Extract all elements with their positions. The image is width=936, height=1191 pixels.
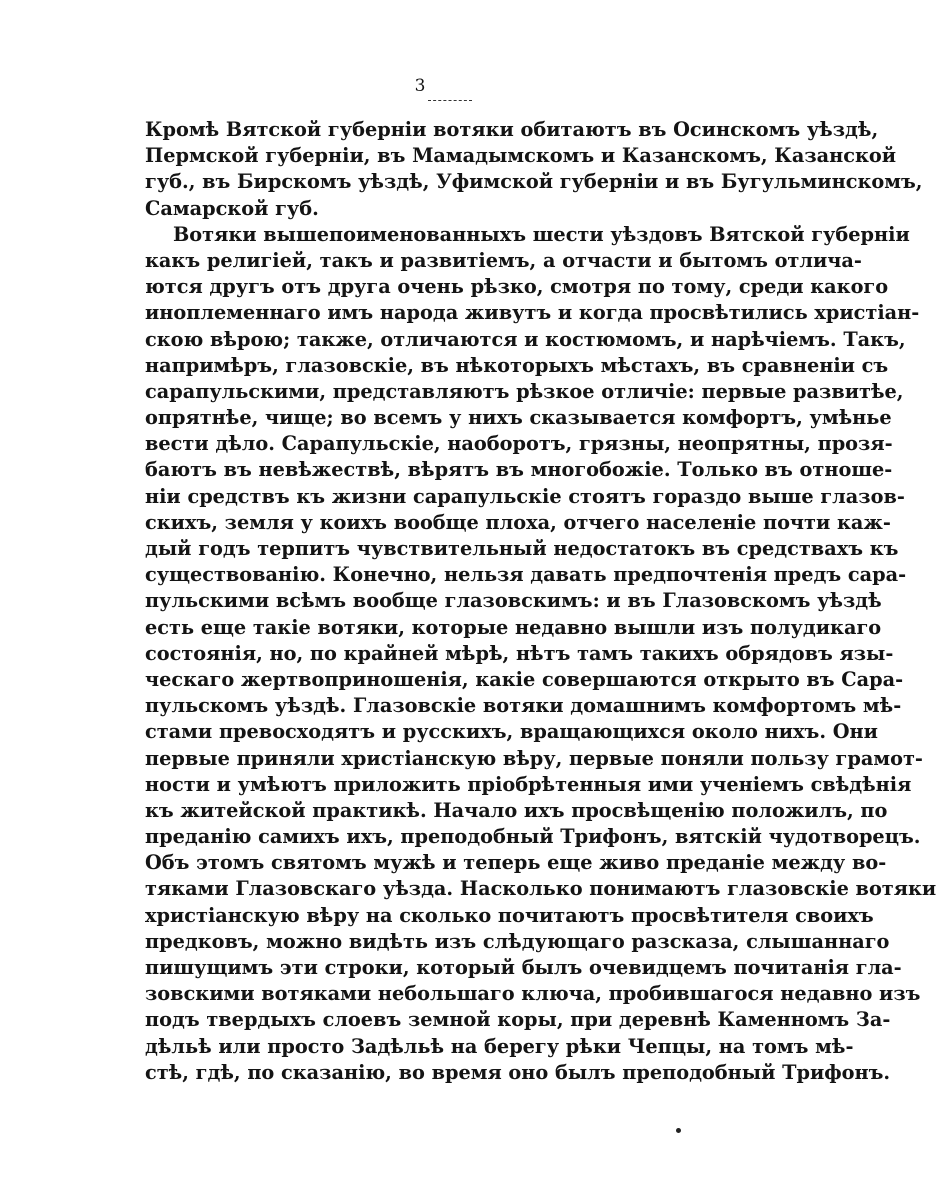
text-line: существованію. Конечно, нельзя давать предпочтенія предъ сара- bbox=[145, 563, 907, 587]
text-line: Самарской губ. bbox=[145, 196, 319, 220]
text-line: христіанскую вѣру на сколько почитаютъ просвѣтителя своихъ bbox=[145, 903, 874, 927]
text-line: какъ религіей, такъ и развитіемъ, а отчасти и бытомъ отлича- bbox=[145, 248, 862, 272]
page-number: 3 bbox=[414, 76, 426, 96]
text-line: предковъ, можно видѣть изъ слѣдующаго разсказа, слышаннаго bbox=[145, 929, 890, 953]
text-line: баютъ въ невѣжествѣ, вѣрятъ въ многобожіе. Только въ отноше- bbox=[145, 458, 893, 482]
text-line: дый годъ терпитъ чувствительный недостатокъ въ средствахъ къ bbox=[145, 537, 899, 560]
text-line: скою вѣрою; также, отличаются и костюмомъ, и нарѣчіемъ. Такъ, bbox=[145, 327, 906, 351]
text-line: сарапульскими, представляютъ рѣзкое отличіе: первые развитѣе, bbox=[145, 379, 904, 403]
text-line: ческаго жертвоприношенія, какіе совершаются открыто въ Сара- bbox=[145, 667, 904, 691]
text-line: стѣ, гдѣ, по сказанію, во время оно былъ преподобный Трифонъ. bbox=[145, 1060, 891, 1084]
text-line: стами превосходятъ и русскихъ, вращающихся около нихъ. Они bbox=[145, 720, 878, 744]
text-line: пульскими всѣмъ вообще глазовскимъ: и въ Глазовскомъ уѣздѣ bbox=[145, 589, 882, 613]
text-line: состоянія, но, по крайней мѣрѣ, нѣтъ тамъ такихъ обрядовъ язы- bbox=[145, 641, 894, 665]
text-line: къ житейской практикѣ. Начало ихъ просвѣщенію положилъ, по bbox=[145, 798, 888, 822]
text-line: подъ твердыхъ слоевъ земной коры, при деревнѣ Каменномъ За- bbox=[145, 1008, 891, 1032]
text-line: Кромѣ Вятской губерніи вотяки обитаютъ въ Осинскомъ уѣздѣ, bbox=[145, 118, 879, 141]
text-line: пишущимъ эти строки, который былъ очевидцемъ почитанія гла- bbox=[145, 956, 902, 979]
page-number-rule bbox=[428, 100, 472, 101]
text-line: напримѣръ, глазовскіе, въ нѣкоторыхъ мѣстахъ, въ сравненіи съ bbox=[145, 353, 889, 377]
text-line: ются другъ отъ друга очень рѣзко, смотря по тому, среди какого bbox=[145, 275, 889, 299]
text-line: Вотяки вышепоименованныхъ шести уѣздовъ Вятской губерніи bbox=[173, 222, 910, 246]
text-line: Пермской губерніи, въ Мамадымскомъ и Казанскомъ, Казанской bbox=[145, 144, 897, 168]
text-line: вести дѣло. Сарапульскіе, наоборотъ, грязны, неопрятны, прозя- bbox=[145, 432, 893, 456]
paragraph bbox=[145, 117, 923, 222]
text-line: дѣльѣ или просто Задѣльѣ на берегу рѣки Чепцы, на томъ мѣ- bbox=[145, 1034, 854, 1058]
text-line: есть еще такіе вотяки, которые недавно вышли изъ полудикаго bbox=[145, 615, 882, 639]
text-line: иноплеменнаго имъ народа живутъ и когда просвѣтились христіан- bbox=[145, 301, 920, 325]
text-line: ніи средствъ къ жизни сарапульскіе стоятъ гораздо выше глазов- bbox=[145, 484, 905, 508]
text-line: опрятнѣе, чище; во всемъ у нихъ сказывается комфортъ, умѣнье bbox=[145, 406, 892, 430]
text-line: ности и умѣютъ приложить пріобрѣтенныя ими ученіемъ свѣдѣнія bbox=[145, 772, 912, 796]
text-line: губ., въ Бирскомъ уѣздѣ, Уфимской губерніи и въ Бугульминскомъ, bbox=[145, 170, 923, 194]
ink-dot bbox=[676, 1128, 681, 1133]
text-line: тяками Глазовскаго уѣзда. Насколько понимаютъ глазовскіе вотяки bbox=[145, 877, 936, 901]
text-line: зовскими вотяками небольшаго ключа, пробившагося недавно изъ bbox=[145, 982, 921, 1006]
paragraph bbox=[145, 222, 936, 1086]
text-line: скихъ, земля у коихъ вообще плоха, отчего населеніе почти каж- bbox=[145, 510, 891, 534]
text-line: первые приняли христіанскую вѣру, первые поняли пользу грамот- bbox=[145, 746, 923, 770]
text-line: пульскомъ уѣздѣ. Глазовскіе вотяки домашнимъ комфортомъ мѣ- bbox=[145, 694, 902, 718]
body-text bbox=[145, 117, 936, 1086]
text-line: Объ этомъ святомъ мужѣ и теперь еще живо преданіе между во- bbox=[145, 851, 887, 875]
text-line: преданію самихъ ихъ, преподобный Трифонъ, вятскій чудотворецъ. bbox=[145, 825, 921, 849]
